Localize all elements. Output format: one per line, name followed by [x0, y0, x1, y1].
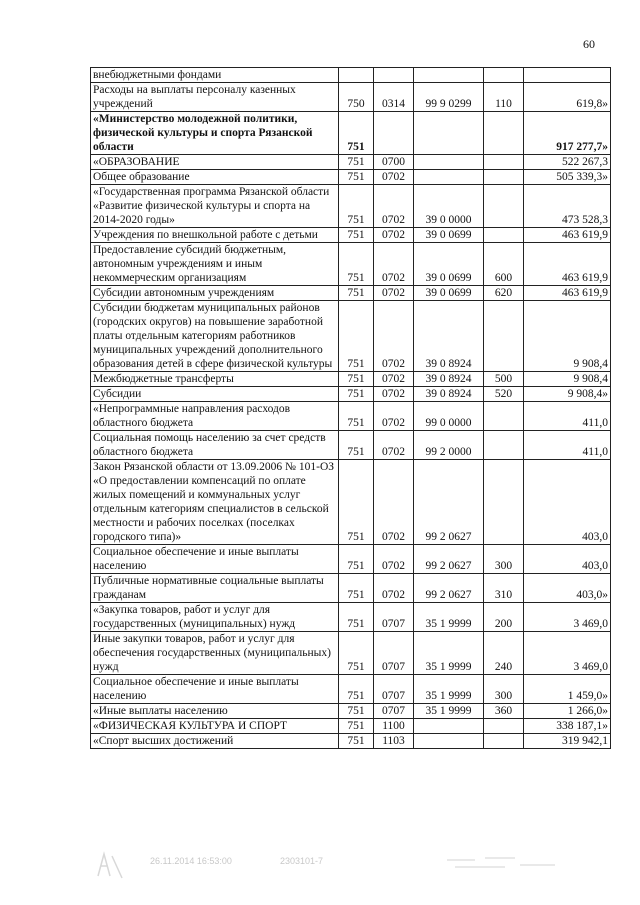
- cell-ved: 751: [339, 431, 374, 460]
- cell-expense-type: [484, 170, 524, 185]
- cell-amount: 9 908,4»: [524, 387, 611, 402]
- table-row: [91, 545, 611, 574]
- cell-section: 0702: [374, 460, 414, 545]
- cell-expense-type: 520: [484, 387, 524, 402]
- cell-section: 1103: [374, 734, 414, 749]
- cell-ved: 751: [339, 301, 374, 372]
- cell-expense-type: 110: [484, 83, 524, 112]
- cell-amount: 619,8»: [524, 83, 611, 112]
- cell-expense-type: [484, 402, 524, 431]
- cell-expense-type: 600: [484, 243, 524, 286]
- cell-expense-type: [484, 112, 524, 155]
- cell-ved: 751: [339, 734, 374, 749]
- cell-target-article: 99 0 0000: [414, 402, 484, 431]
- cell-target-article: [414, 155, 484, 170]
- cell-target-article: 99 2 0627: [414, 460, 484, 545]
- table-row: [91, 704, 611, 719]
- table-row: [91, 112, 611, 155]
- cell-target-article: 99 9 0299: [414, 83, 484, 112]
- footer-timestamp: 26.11.2014 16:53:00: [150, 856, 232, 866]
- cell-ved: 751: [339, 155, 374, 170]
- cell-target-article: 39 0 0699: [414, 286, 484, 301]
- table-row: [91, 719, 611, 734]
- cell-expense-type: 200: [484, 603, 524, 632]
- cell-amount: 411,0: [524, 431, 611, 460]
- cell-amount: 1 459,0»: [524, 675, 611, 704]
- cell-ved: 751: [339, 603, 374, 632]
- cell-name: Публичные нормативные социальные выплаты гражданам: [91, 574, 339, 603]
- cell-section: 0702: [374, 387, 414, 402]
- budget-table: [90, 67, 611, 749]
- cell-name: Общее образование: [91, 170, 339, 185]
- cell-ved: 751: [339, 286, 374, 301]
- cell-section: 0702: [374, 185, 414, 228]
- budget-table-body: [91, 68, 611, 749]
- cell-expense-type: [484, 155, 524, 170]
- cell-name: Субсидии: [91, 387, 339, 402]
- table-row: [91, 675, 611, 704]
- table-row: [91, 170, 611, 185]
- cell-amount: 411,0: [524, 402, 611, 431]
- cell-ved: 751: [339, 402, 374, 431]
- table-row: [91, 387, 611, 402]
- cell-target-article: 99 2 0627: [414, 574, 484, 603]
- cell-target-article: 39 0 8924: [414, 387, 484, 402]
- table-row: [91, 734, 611, 749]
- table-row: [91, 286, 611, 301]
- cell-section: 0702: [374, 301, 414, 372]
- cell-section: 1100: [374, 719, 414, 734]
- cell-expense-type: 500: [484, 372, 524, 387]
- cell-expense-type: 300: [484, 675, 524, 704]
- cell-section: 0707: [374, 632, 414, 675]
- table-row: [91, 243, 611, 286]
- cell-expense-type: 300: [484, 545, 524, 574]
- cell-section: 0702: [374, 170, 414, 185]
- cell-amount: 522 267,3: [524, 155, 611, 170]
- cell-target-article: [414, 112, 484, 155]
- cell-target-article: 39 0 8924: [414, 372, 484, 387]
- cell-amount: 319 942,1: [524, 734, 611, 749]
- cell-name: Социальное обеспечение и иные выплаты населению: [91, 545, 339, 574]
- cell-target-article: 39 0 0000: [414, 185, 484, 228]
- cell-name: внебюджетными фондами: [91, 68, 339, 83]
- cell-name: Закон Рязанской области от 13.09.2006 № 101-ОЗ «О предоставлении компенсаций по оплате жилых помещений и коммунальных услуг отдельным категориям специалистов в сельской местности и рабочих поселках (поселках городского типа)»: [91, 460, 339, 545]
- cell-name: Предоставление субсидий бюджетным, автономным учреждениям и иным некоммерческим организациям: [91, 243, 339, 286]
- cell-name: Субсидии бюджетам муниципальных районов (городских округов) на повышение заработной платы отдельным категориям работников муниципальных учреждений дополнительного образования детей в сфере физической культуры: [91, 301, 339, 372]
- cell-name: Межбюджетные трансферты: [91, 372, 339, 387]
- cell-target-article: 99 2 0000: [414, 431, 484, 460]
- cell-ved: 751: [339, 545, 374, 574]
- cell-target-article: [414, 68, 484, 83]
- cell-ved: 751: [339, 387, 374, 402]
- cell-amount: 463 619,9: [524, 286, 611, 301]
- cell-expense-type: [484, 185, 524, 228]
- cell-expense-type: [484, 301, 524, 372]
- cell-amount: 403,0: [524, 545, 611, 574]
- cell-section: 0314: [374, 83, 414, 112]
- cell-section: 0700: [374, 155, 414, 170]
- cell-section: [374, 112, 414, 155]
- cell-target-article: 99 2 0627: [414, 545, 484, 574]
- cell-name: Учреждения по внешкольной работе с детьми: [91, 228, 339, 243]
- cell-ved: 751: [339, 719, 374, 734]
- cell-name: «ОБРАЗОВАНИЕ: [91, 155, 339, 170]
- cell-ved: 751: [339, 460, 374, 545]
- cell-section: 0702: [374, 574, 414, 603]
- cell-expense-type: [484, 431, 524, 460]
- cell-amount: 3 469,0: [524, 603, 611, 632]
- cell-amount: 3 469,0: [524, 632, 611, 675]
- cell-target-article: 39 0 0699: [414, 228, 484, 243]
- cell-target-article: [414, 734, 484, 749]
- cell-section: 0707: [374, 603, 414, 632]
- cell-amount: 9 908,4: [524, 372, 611, 387]
- cell-ved: [339, 68, 374, 83]
- cell-name: Социальная помощь населению за счет средств областного бюджета: [91, 431, 339, 460]
- table-row: [91, 372, 611, 387]
- table-row: [91, 574, 611, 603]
- cell-ved: 751: [339, 372, 374, 387]
- cell-ved: 750: [339, 83, 374, 112]
- cell-ved: 751: [339, 228, 374, 243]
- cell-target-article: 39 0 0699: [414, 243, 484, 286]
- cell-target-article: 35 1 9999: [414, 632, 484, 675]
- table-row: [91, 460, 611, 545]
- cell-name: Иные закупки товаров, работ и услуг для обеспечения государственных (муниципальных) нужд: [91, 632, 339, 675]
- cell-section: 0707: [374, 704, 414, 719]
- cell-section: 0702: [374, 372, 414, 387]
- cell-name: Социальное обеспечение и иные выплаты населению: [91, 675, 339, 704]
- cell-name: «ФИЗИЧЕСКАЯ КУЛЬТУРА И СПОРТ: [91, 719, 339, 734]
- cell-amount: 403,0: [524, 460, 611, 545]
- footer-doc-code: 2303101-7: [280, 856, 324, 866]
- cell-ved: 751: [339, 170, 374, 185]
- cell-amount: 463 619,9: [524, 243, 611, 286]
- cell-expense-type: [484, 734, 524, 749]
- cell-amount: 917 277,7»: [524, 112, 611, 155]
- stamp-mark: [90, 846, 130, 886]
- cell-target-article: 35 1 9999: [414, 675, 484, 704]
- cell-ved: 751: [339, 243, 374, 286]
- cell-expense-type: 240: [484, 632, 524, 675]
- cell-expense-type: [484, 719, 524, 734]
- cell-ved: 751: [339, 112, 374, 155]
- cell-target-article: 39 0 8924: [414, 301, 484, 372]
- cell-target-article: [414, 719, 484, 734]
- table-row: [91, 83, 611, 112]
- cell-ved: 751: [339, 704, 374, 719]
- cell-name: «Спорт высших достижений: [91, 734, 339, 749]
- table-row: [91, 185, 611, 228]
- cell-name: Расходы на выплаты персоналу казенных учреждений: [91, 83, 339, 112]
- cell-expense-type: [484, 68, 524, 83]
- cell-name: «Министерство молодежной политики, физической культуры и спорта Рязанской области: [91, 112, 339, 155]
- cell-expense-type: 310: [484, 574, 524, 603]
- cell-ved: 751: [339, 675, 374, 704]
- cell-expense-type: 360: [484, 704, 524, 719]
- cell-ved: 751: [339, 632, 374, 675]
- table-row: [91, 68, 611, 83]
- cell-amount: 1 266,0»: [524, 704, 611, 719]
- cell-amount: [524, 68, 611, 83]
- table-row: [91, 228, 611, 243]
- cell-amount: 403,0»: [524, 574, 611, 603]
- cell-amount: 473 528,3: [524, 185, 611, 228]
- cell-amount: 505 339,3»: [524, 170, 611, 185]
- table-row: [91, 155, 611, 170]
- cell-section: 0702: [374, 228, 414, 243]
- cell-section: [374, 68, 414, 83]
- cell-name: Субсидии автономным учреждениям: [91, 286, 339, 301]
- cell-expense-type: 620: [484, 286, 524, 301]
- cell-name: «Иные выплаты населению: [91, 704, 339, 719]
- table-row: [91, 603, 611, 632]
- signature-mark: [445, 852, 565, 872]
- cell-ved: 751: [339, 574, 374, 603]
- cell-amount: 338 187,1»: [524, 719, 611, 734]
- cell-section: 0707: [374, 675, 414, 704]
- table-row: [91, 431, 611, 460]
- cell-section: 0702: [374, 431, 414, 460]
- table-row: [91, 632, 611, 675]
- cell-section: 0702: [374, 545, 414, 574]
- cell-amount: 463 619,9: [524, 228, 611, 243]
- cell-target-article: 35 1 9999: [414, 704, 484, 719]
- cell-name: «Государственная программа Рязанской области «Развитие физической культуры и спорта на 2014-2020 годы»: [91, 185, 339, 228]
- cell-name: «Закупка товаров, работ и услуг для государственных (муниципальных) нужд: [91, 603, 339, 632]
- cell-expense-type: [484, 228, 524, 243]
- cell-amount: 9 908,4: [524, 301, 611, 372]
- page-number: 60: [583, 37, 595, 51]
- cell-ved: 751: [339, 185, 374, 228]
- cell-target-article: 35 1 9999: [414, 603, 484, 632]
- cell-section: 0702: [374, 286, 414, 301]
- cell-target-article: [414, 170, 484, 185]
- cell-expense-type: [484, 460, 524, 545]
- table-row: [91, 402, 611, 431]
- cell-name: «Непрограммные направления расходов областного бюджета: [91, 402, 339, 431]
- cell-section: 0702: [374, 402, 414, 431]
- cell-section: 0702: [374, 243, 414, 286]
- table-row: [91, 301, 611, 372]
